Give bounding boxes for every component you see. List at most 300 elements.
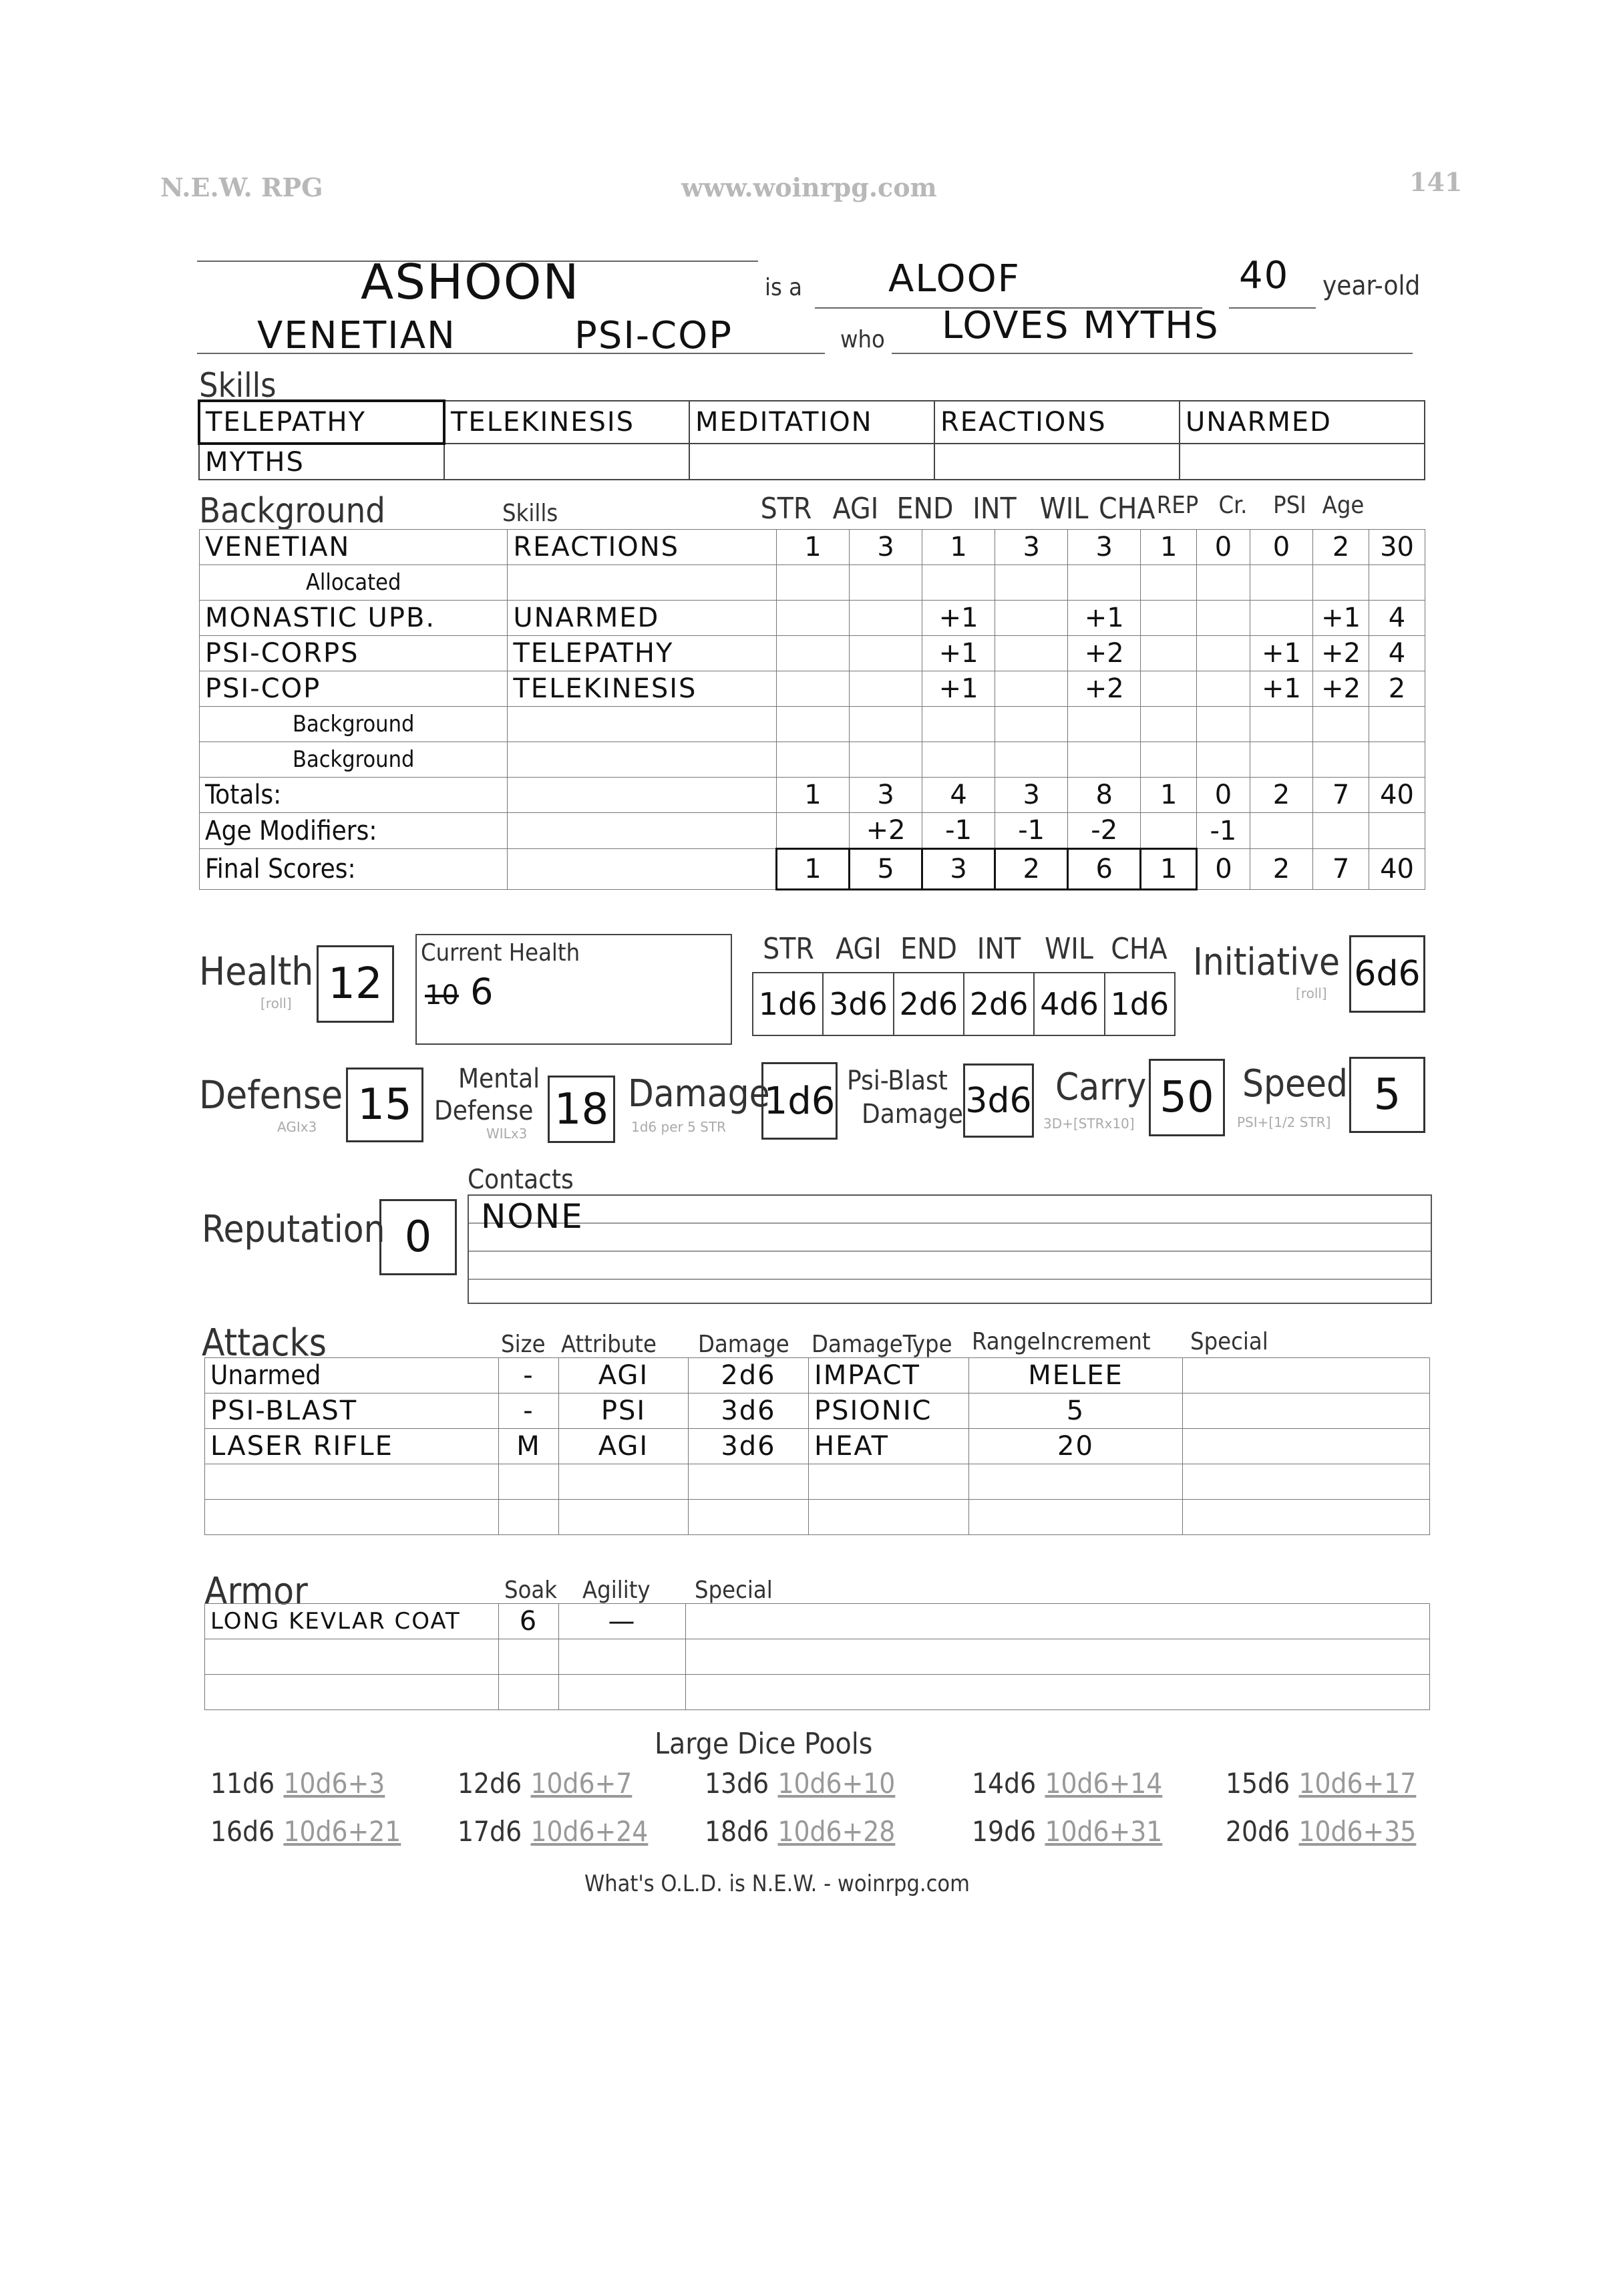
attack-name: LASER RIFLE	[205, 1429, 499, 1464]
year-old-label: year-old	[1322, 271, 1421, 301]
armor-table	[204, 1603, 1430, 1710]
contacts-box	[468, 1194, 1432, 1304]
dice-pool-item	[972, 1815, 1162, 1848]
attr-value	[1197, 601, 1250, 636]
attack-row	[205, 1464, 1430, 1500]
dice-pool-key: 13d6	[705, 1767, 769, 1800]
background-name: PSI-COP	[200, 671, 508, 707]
attr-value: -1	[922, 813, 995, 849]
background-row	[200, 636, 1425, 671]
dice-value: 4d6	[1034, 973, 1104, 1035]
background-skills-label: Skills	[502, 500, 558, 527]
damage-label: Damage	[628, 1072, 770, 1116]
dice-headers	[753, 932, 1174, 966]
attack-name: PSI-BLAST	[205, 1393, 499, 1429]
attack-size: M	[499, 1429, 559, 1464]
attack-type: PSIONIC	[809, 1393, 969, 1429]
initiative-box: 6d6	[1349, 935, 1425, 1013]
attr-value	[1141, 707, 1197, 742]
attr-header: END	[896, 492, 954, 526]
armor-name	[205, 1639, 499, 1675]
attr-value	[1197, 671, 1250, 707]
attr-value	[777, 671, 850, 707]
attr-value: 1	[777, 530, 850, 565]
attr-value: 6	[1068, 849, 1141, 890]
attr-value	[850, 707, 922, 742]
dice-pool-key: 18d6	[705, 1815, 769, 1848]
speed-label: Speed	[1242, 1062, 1348, 1106]
dice-pool-item	[210, 1767, 385, 1800]
health-sub: [roll]	[260, 995, 292, 1011]
carry-sub: 3D+[STRx10]	[1043, 1116, 1135, 1132]
attr-value: +1	[1250, 636, 1312, 671]
attack-special	[1183, 1500, 1430, 1535]
initiative-label: Initiative	[1193, 941, 1340, 984]
background-skill: TELEKINESIS	[508, 671, 777, 707]
skill-cell: REACTIONS	[934, 401, 1180, 444]
attr-value: -1	[995, 813, 1068, 849]
age-line	[1229, 307, 1316, 309]
attack-damage: 2d6	[689, 1358, 809, 1393]
page-number: 141	[1409, 167, 1463, 197]
attr-value	[1313, 565, 1369, 601]
attack-name: Unarmed	[205, 1358, 499, 1393]
dice-pool-value: 10d6+7	[530, 1767, 633, 1800]
background-row	[200, 530, 1425, 565]
dice-pool-value: 10d6+28	[777, 1815, 896, 1848]
attr-value	[1369, 742, 1425, 778]
attacks-title: Attacks	[202, 1321, 327, 1365]
current-health-label: Current Health	[421, 939, 580, 967]
background-row	[200, 778, 1425, 813]
dice-pool-item	[1226, 1767, 1416, 1800]
attack-attribute: AGI	[559, 1429, 689, 1464]
background-name: Background	[200, 742, 508, 778]
attr-value	[1141, 813, 1197, 849]
current-health-value: 6	[470, 971, 494, 1013]
background-row	[200, 565, 1425, 601]
dice-pool-item	[1226, 1815, 1416, 1848]
attack-attribute	[559, 1500, 689, 1535]
dice-pool-value: 10d6+17	[1298, 1767, 1417, 1800]
attack-damage: 3d6	[689, 1393, 809, 1429]
dice-table	[752, 972, 1176, 1036]
reputation-box: 0	[379, 1199, 457, 1275]
attr-value: 1	[1141, 849, 1197, 890]
skill-cell	[1180, 444, 1425, 480]
dice-pool-item	[705, 1767, 895, 1800]
skill-cell: MEDITATION	[689, 401, 934, 444]
attacks-header: Special	[1190, 1328, 1268, 1355]
attr-value	[1313, 742, 1369, 778]
attack-special	[1183, 1464, 1430, 1500]
attr-value: +1	[1250, 671, 1312, 707]
attack-damage: 3d6	[689, 1429, 809, 1464]
speed-sub: PSI+[1/2 STR]	[1237, 1114, 1331, 1130]
attack-range	[969, 1500, 1183, 1535]
mental-sub: WILx3	[486, 1126, 528, 1142]
dice-pool-key: 14d6	[972, 1767, 1037, 1800]
attr-value	[995, 636, 1068, 671]
attack-size: -	[499, 1393, 559, 1429]
skill-cell	[689, 444, 934, 480]
attr-value: +1	[1313, 601, 1369, 636]
mental-label: Mental	[458, 1063, 540, 1094]
background-skill	[508, 742, 777, 778]
attr-value	[777, 636, 850, 671]
dice-value: 3d6	[823, 973, 893, 1035]
background-skill	[508, 778, 777, 813]
armor-agility	[559, 1639, 686, 1675]
attr-value: 1	[777, 778, 850, 813]
armor-header: Agility	[582, 1577, 651, 1604]
dice-header: INT	[976, 932, 1021, 966]
dice-value: 1d6	[1105, 973, 1175, 1035]
attacks-header: Attribute	[561, 1331, 657, 1358]
attr-value	[1250, 565, 1312, 601]
attack-range: 5	[969, 1393, 1183, 1429]
attr-value	[777, 565, 850, 601]
attr-value	[1369, 813, 1425, 849]
attack-row	[205, 1429, 1430, 1464]
attr-value	[1369, 707, 1425, 742]
attr-value	[1197, 707, 1250, 742]
header-url: www.woinrpg.com	[681, 172, 937, 202]
dice-pool-value: 10d6+10	[777, 1767, 896, 1800]
armor-name	[205, 1675, 499, 1710]
attr-value	[995, 565, 1068, 601]
attr-value	[922, 707, 995, 742]
attr-value	[777, 707, 850, 742]
attr-value	[777, 813, 850, 849]
dice-pool-key: 16d6	[210, 1815, 275, 1848]
attr-value: -1	[1197, 813, 1250, 849]
attacks-header: Damage	[698, 1331, 789, 1358]
attacks-header: DamageType	[812, 1331, 952, 1358]
attack-attribute: PSI	[559, 1393, 689, 1429]
dice-value: 2d6	[894, 973, 964, 1035]
attr-value	[777, 601, 850, 636]
attr-value: 5	[850, 849, 922, 890]
dice-value: 1d6	[753, 973, 823, 1035]
attack-type: IMPACT	[809, 1358, 969, 1393]
attr-header: STR	[760, 492, 812, 526]
attr-value: 1	[1141, 778, 1197, 813]
attr-value: 40	[1369, 849, 1425, 890]
attr-value	[850, 601, 922, 636]
attr-value: 2	[1250, 849, 1312, 890]
attr-value: 0	[1197, 530, 1250, 565]
dice-pool-key: 17d6	[458, 1815, 522, 1848]
armor-soak	[499, 1639, 559, 1675]
background-name: PSI-CORPS	[200, 636, 508, 671]
armor-header: Soak	[504, 1577, 557, 1604]
attr-value	[1313, 707, 1369, 742]
trait-value: ALOOF	[888, 257, 1021, 301]
background-name: Age Modifiers:	[200, 813, 508, 849]
attr-header: REP	[1156, 492, 1199, 519]
attr-value: 3	[995, 778, 1068, 813]
attr-value	[1141, 636, 1197, 671]
armor-agility: —	[559, 1604, 686, 1639]
header-left: N.E.W. RPG	[160, 172, 323, 202]
damage-box: 1d6	[761, 1062, 838, 1140]
attack-size: -	[499, 1358, 559, 1393]
attack-row	[205, 1500, 1430, 1535]
attr-header: Age	[1322, 492, 1365, 519]
attr-value	[1197, 565, 1250, 601]
background-skill	[508, 707, 777, 742]
dice-pool-item	[972, 1767, 1162, 1800]
armor-header: Special	[695, 1577, 773, 1604]
attack-range: 20	[969, 1429, 1183, 1464]
initiative-sub: [roll]	[1296, 985, 1327, 1001]
attr-value: 0	[1197, 778, 1250, 813]
attr-value	[1068, 707, 1141, 742]
reputation-label: Reputation	[202, 1208, 385, 1251]
attack-row	[205, 1393, 1430, 1429]
pools-title: Large Dice Pools	[655, 1727, 873, 1761]
attacks-header: RangeIncrement	[972, 1328, 1151, 1355]
attack-special	[1183, 1393, 1430, 1429]
skill-cell: MYTHS	[199, 444, 444, 480]
attr-value: 1	[1141, 530, 1197, 565]
attr-value	[777, 742, 850, 778]
armor-row	[205, 1604, 1430, 1639]
attr-value	[1197, 742, 1250, 778]
attr-value: 3	[850, 530, 922, 565]
contacts-label: Contacts	[468, 1164, 574, 1195]
loves-value: LOVES MYTHS	[942, 304, 1220, 347]
attack-size	[499, 1500, 559, 1535]
attr-value: 4	[1369, 601, 1425, 636]
dice-header: CHA	[1111, 932, 1168, 966]
armor-agility	[559, 1675, 686, 1710]
background-row	[200, 671, 1425, 707]
attr-value: +1	[922, 636, 995, 671]
dice-pool-key: 15d6	[1226, 1767, 1290, 1800]
attr-value: +1	[922, 671, 995, 707]
background-row	[200, 707, 1425, 742]
attr-headers	[751, 492, 1426, 526]
attacks-table	[204, 1357, 1430, 1535]
attr-value	[1141, 601, 1197, 636]
attr-value	[995, 601, 1068, 636]
attr-value: +2	[1068, 636, 1141, 671]
attr-value	[850, 636, 922, 671]
attr-value	[850, 565, 922, 601]
attacks-header: Size	[501, 1331, 546, 1358]
attr-value: 3	[850, 778, 922, 813]
attr-header: PSI	[1273, 492, 1306, 519]
attr-value	[1250, 742, 1312, 778]
attr-value: 3	[922, 849, 995, 890]
armor-special	[686, 1675, 1430, 1710]
background-name: Allocated	[200, 565, 508, 601]
attr-value	[1250, 813, 1312, 849]
damage-sub: 1d6 per 5 STR	[631, 1119, 726, 1135]
struck-health: 10	[425, 980, 459, 1011]
health-box: 12	[317, 945, 394, 1023]
attr-value	[995, 707, 1068, 742]
attr-value	[1141, 565, 1197, 601]
background-row	[200, 849, 1425, 890]
attr-value	[1141, 671, 1197, 707]
attr-header: AGI	[832, 492, 879, 526]
attr-value: 4	[922, 778, 995, 813]
armor-soak	[499, 1675, 559, 1710]
attack-attribute: AGI	[559, 1358, 689, 1393]
attack-damage	[689, 1500, 809, 1535]
attr-value: 7	[1313, 778, 1369, 813]
attr-value: +2	[850, 813, 922, 849]
armor-row	[205, 1639, 1430, 1675]
attr-value	[922, 565, 995, 601]
defense-label: Defense	[199, 1072, 343, 1118]
armor-soak: 6	[499, 1604, 559, 1639]
age-value: 40	[1239, 254, 1290, 297]
skill-cell: UNARMED	[1180, 401, 1425, 444]
dice-pool-value: 10d6+3	[283, 1767, 385, 1800]
attr-value	[850, 671, 922, 707]
attr-value: 2	[1250, 778, 1312, 813]
armor-row	[205, 1675, 1430, 1710]
character-name: ASHOON	[361, 254, 580, 310]
attr-value: 0	[1250, 530, 1312, 565]
psiblast-damage-label: Damage	[862, 1099, 963, 1130]
attr-value: +2	[1313, 671, 1369, 707]
dice-pool-value: 10d6+35	[1298, 1815, 1417, 1848]
dice-header: WIL	[1045, 932, 1093, 966]
loves-line	[892, 353, 1413, 354]
dice-pool-key: 19d6	[972, 1815, 1037, 1848]
dice-pool-item	[458, 1767, 632, 1800]
attr-header: INT	[972, 492, 1017, 526]
current-health-box	[415, 934, 732, 1045]
attr-header: Cr.	[1218, 492, 1248, 519]
background-name: VENETIAN	[200, 530, 508, 565]
defense-box: 15	[346, 1068, 423, 1142]
background-name: Totals:	[200, 778, 508, 813]
speed-box: 5	[1349, 1057, 1425, 1133]
attr-value	[1068, 742, 1141, 778]
attr-header: WIL	[1039, 492, 1089, 526]
background-row	[200, 813, 1425, 849]
dice-pool-item	[458, 1815, 648, 1848]
contacts-value: NONE	[481, 1197, 584, 1236]
background-name: MONASTIC UPB.	[200, 601, 508, 636]
attr-value: 1	[922, 530, 995, 565]
attr-value: 7	[1313, 849, 1369, 890]
dice-pool-key: 20d6	[1226, 1815, 1290, 1848]
attr-value: 3	[1068, 530, 1141, 565]
carry-label: Carry	[1055, 1065, 1147, 1109]
attr-value	[1068, 565, 1141, 601]
skills-table	[198, 399, 1425, 480]
background-name: Final Scores:	[200, 849, 508, 890]
attack-special	[1183, 1429, 1430, 1464]
defense-sub: AGIx3	[277, 1119, 317, 1135]
attr-value: +1	[922, 601, 995, 636]
attack-damage	[689, 1464, 809, 1500]
armor-name: LONG KEVLAR COAT	[205, 1604, 499, 1639]
armor-special	[686, 1639, 1430, 1675]
attr-value	[850, 742, 922, 778]
attr-value: -2	[1068, 813, 1141, 849]
attack-size	[499, 1464, 559, 1500]
attr-value	[1141, 742, 1197, 778]
attr-value	[995, 671, 1068, 707]
dice-pool-key: 11d6	[210, 1767, 275, 1800]
background-skill	[508, 565, 777, 601]
background-row	[200, 601, 1425, 636]
dice-pool-value: 10d6+24	[530, 1815, 649, 1848]
attr-value: +1	[1068, 601, 1141, 636]
mental-defense-label: Defense	[434, 1096, 534, 1126]
armor-special	[686, 1604, 1430, 1639]
dice-pool-value: 10d6+21	[283, 1815, 401, 1848]
attr-value: 2	[1369, 671, 1425, 707]
skill-cell	[444, 444, 689, 480]
dice-pool-value: 10d6+31	[1045, 1815, 1163, 1848]
psiblast-label: Psi-Blast	[847, 1065, 948, 1096]
attr-header: CHA	[1099, 492, 1155, 526]
psiblast-box: 3d6	[963, 1063, 1034, 1138]
background-table	[199, 529, 1425, 890]
attr-value: 40	[1369, 778, 1425, 813]
armor-title: Armor	[204, 1570, 308, 1613]
origin-value: VENETIAN	[257, 314, 456, 357]
attack-name	[205, 1500, 499, 1535]
dice-header: STR	[763, 932, 814, 966]
dice-header: AGI	[836, 932, 882, 966]
background-row	[200, 742, 1425, 778]
dice-value: 2d6	[964, 973, 1034, 1035]
skill-cell: TELEPATHY	[199, 401, 444, 444]
attack-row	[205, 1358, 1430, 1393]
attr-value	[1197, 636, 1250, 671]
attack-name	[205, 1464, 499, 1500]
attr-value: 3	[995, 530, 1068, 565]
attack-type	[809, 1500, 969, 1535]
dice-pool-item	[210, 1815, 401, 1848]
attr-value	[1369, 565, 1425, 601]
attr-value: 30	[1369, 530, 1425, 565]
attr-value: 2	[995, 849, 1068, 890]
dice-pool-value: 10d6+14	[1045, 1767, 1163, 1800]
skill-cell: TELEKINESIS	[444, 401, 689, 444]
carry-box: 50	[1149, 1059, 1225, 1136]
attr-value: 8	[1068, 778, 1141, 813]
career-value: PSI-COP	[574, 314, 733, 357]
attr-value: 0	[1197, 849, 1250, 890]
skills-title: Skills	[199, 366, 277, 405]
footer-text: What's O.L.D. is N.E.W. - woinrpg.com	[584, 1870, 970, 1897]
attr-value: 1	[777, 849, 850, 890]
dice-pool-item	[705, 1815, 895, 1848]
attr-value: +2	[1313, 636, 1369, 671]
health-label: Health	[199, 949, 314, 994]
attack-attribute	[559, 1464, 689, 1500]
attr-value	[1313, 813, 1369, 849]
is-a-label: is a	[765, 274, 803, 301]
background-skill	[508, 849, 777, 890]
attr-value	[922, 742, 995, 778]
attr-value: 4	[1369, 636, 1425, 671]
attr-value	[1250, 601, 1312, 636]
attack-range: MELEE	[969, 1358, 1183, 1393]
attack-type: HEAT	[809, 1429, 969, 1464]
